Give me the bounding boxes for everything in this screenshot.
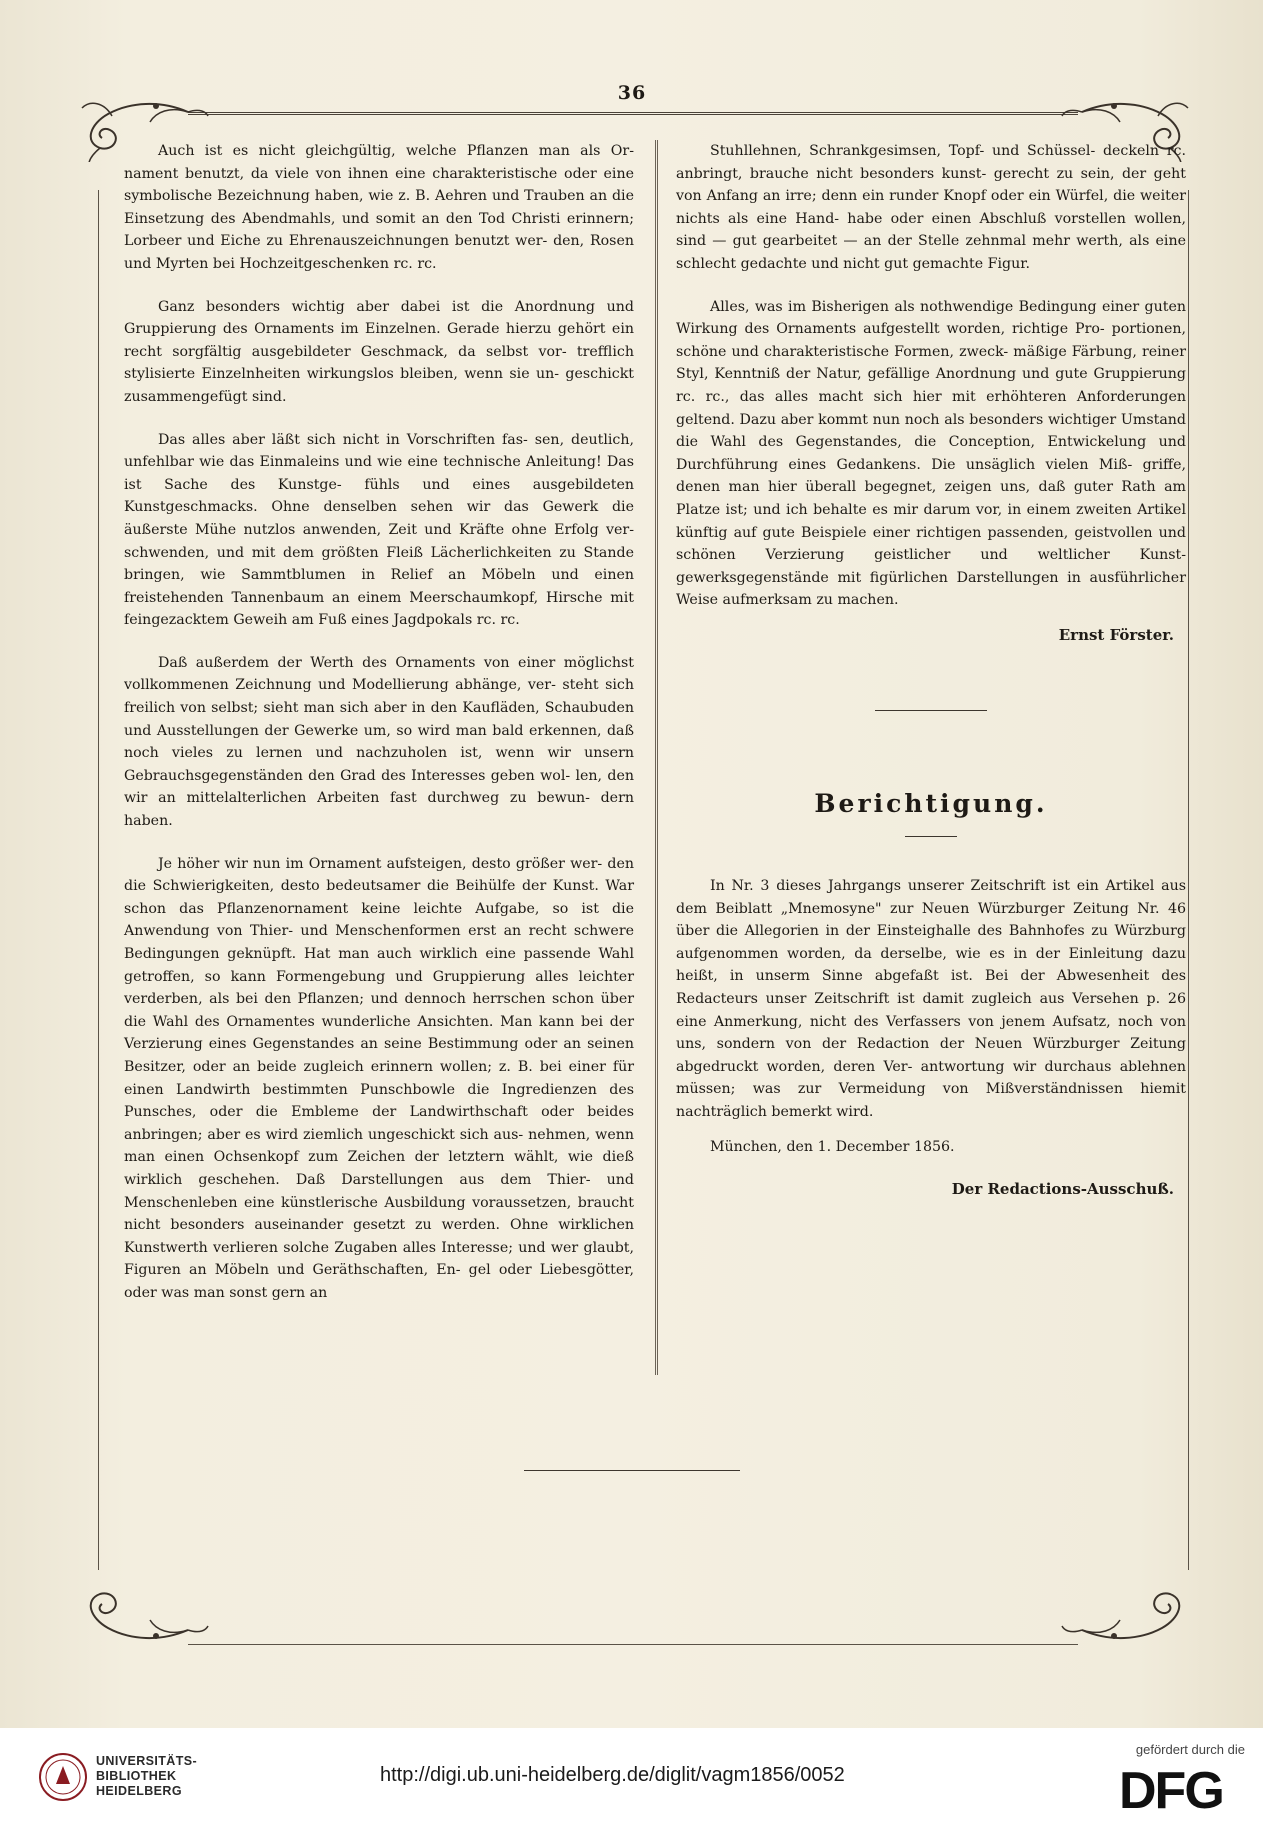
footer-bar — [0, 1728, 1263, 1823]
funding-label: gefördert durch die — [1135, 1742, 1245, 1757]
dfg-logo-icon — [1119, 1762, 1249, 1814]
committee-signature: Der Redactions-Ausschuß. — [951, 1180, 1174, 1199]
permalink-url[interactable]: http://digi.ub.uni-heidelberg.de/diglit/vagm1856/0052 — [380, 1764, 845, 1786]
paragraph: Ganz besonders wichtig aber dabei ist die Anordnung und Gruppierung des Ornaments im Einzelnen. Gerade hierzu gehört ein recht sorgfältig ausgebildeter Geschmack, da selbst vor- trefflich stylisierte Einzelnheiten wirkungslos bleiben, wenn sie un- geschickt zusammengefügt sind. — [124, 298, 634, 405]
section-divider — [875, 710, 987, 711]
dateline: München, den 1. December 1856. — [710, 1138, 955, 1155]
institution-name[interactable] — [96, 1754, 197, 1799]
paragraph: Auch ist es nicht gleichgültig, welche Pflanzen man als Or- nament benutzt, da viele von ihnen eine charakteristische oder eine symbolische Bezeichnung haben, wie z. B. Aehren und Trauben an die Einsetzung des Abendmahls, und somit an den Tod Christi erinnern; Lorbeer und Eiche zu Ehrenauszeichnungen benutzt wer- den, Rosen und Myrten bei Hochzeitgeschenken rc. rc. — [124, 143, 634, 272]
flourish-icon — [1060, 1580, 1210, 1670]
bottom-frame-rule — [188, 1644, 1078, 1645]
section-heading: Berichtigung. — [814, 789, 1048, 819]
institution-line: UNIVERSITÄTS- — [96, 1754, 198, 1768]
institution-line: BIBLIOTHEK — [96, 1769, 177, 1783]
right-frame-rule — [1188, 190, 1189, 1570]
paragraph: Stuhllehnen, Schrankgesimsen, Topf- und Schüssel- deckeln rc. anbringt, brauche nicht besonders kunst- gerecht zu sein, der geht von Anfang an irre; denn ein runder Knopf oder ein Würfel, die weiter nichts als eine Hand- habe oder einen Abschluß vorstellen wollen, sind — gut gearbeitet — an der Stelle zehnmal mehr werth, als eine schlecht gedachte und nicht gut gemachte Figur. — [676, 143, 1186, 272]
dfg-logo[interactable] — [1119, 1762, 1249, 1814]
paragraph: Daß außerdem der Werth des Ornaments von einer möglichst vollkommenen Zeichnung und Modellierung abhänge, ver- steht sich freilich von selbst; sieht man sich aber in den Kaufläden, Schaubuden und Ausstellungen der Gewerke um, so wird man bald erkennen, daß noch vieles zu lernen und nachzuholen ist, wenn wir unsern Gebrauchsgegenständen den Grad des Interesses geben wol- len, den wir an mittelalterlichen Arbeiten fast durchweg zu bewun- dern haben. — [124, 654, 634, 830]
left-frame-rule — [98, 190, 99, 1570]
institution-line: HEIDELBERG — [96, 1784, 182, 1798]
top-frame-rule — [188, 112, 1078, 115]
left-column — [124, 140, 634, 1325]
ornament-corner-bottom-right — [1060, 1580, 1210, 1670]
column-divider — [655, 140, 656, 1375]
notice-paragraph: In Nr. 3 dieses Jahrgangs unserer Zeitschrift ist ein Artikel aus dem Beiblatt „Mnemosyne" zur Neuen Würzburger Zeitung Nr. 46 über die Allegorien in der Einsteighalle des Bahnhofes zu Würzburg aufgenommen worden, da derselbe, wie es in der Einleitung dazu heißt, in unserm Sinne abgefaßt ist. Bei der Abwesenheit des Redacteurs unser Zeitschrift ist damit zugleich aus Versehen p. 26 eine Anmerkung, nicht des Verfassers von jenem Aufsatz, noch von uns, sondern von der Redaction der Neuen Würzburger Zeitung abgedruckt worden, deren Ver- antwortung wir durchaus ablehnen müssen; was zur Vermeidung von Mißverständnissen hiemit nachträglich bemerkt wird. — [676, 878, 1186, 1120]
ornament-corner-bottom-left — [60, 1580, 210, 1670]
paragraph: Das alles aber läßt sich nicht in Vorschriften fas- sen, deutlich, unfehlbar wie das Einmaleins und wie eine technische Anleitung! Das ist Sache des Kunstge- fühls und eines ausgebildeten Kunstgeschmacks. Ohne denselben sehen wir das Gewerk die äußerste Mühe nutzlos anwenden, Zeit und Kräfte ohne Erfolg ver- schwenden, und mit dem größten Fleiß Lächerlichkeiten zu Stande bringen, wie Sammtblumen in Relief an Möbeln und einen freistehenden Tannenbaum an einem Meerschaumkopf, Hirsche mit feingezacktem Geweih am Fuß eines Jagdpokals rc. rc. — [124, 431, 634, 629]
paragraph: Alles, was im Bisherigen als nothwendige Bedingung einer guten Wirkung des Ornaments aufgestellt worden, richtige Pro- portionen, schöne und charakteristische Formen, zweck- mäßige Färbung, reiner Styl, Kenntniß der Natur, gefällige Anordnung und gute Gruppierung rc. rc., das alles macht sich hier mit erhöhteren Anforderungen geltend. Dazu aber kommt nun noch als besonders wichtiger Umstand die Wahl des Gegenstandes, die Conception, Entwickelung und Durchführung eines Gedankens. Die unsäglich vielen Miß- griffe, denen man hier überall begegnet, zeigen uns, daß guter Rath am Platze ist; und ich behalte es mir darum vor, in einem zweiten Artikel künftig auf gute Beispiele einer richtigen passenden, geistvollen und schönen Verzierung geistlicher und weltlicher Kunst- gewerksgegenstände mit figürlichen Darstellungen in ausführlicher Weise aufmerksam zu machen. — [676, 298, 1186, 609]
heading-divider — [905, 836, 957, 837]
end-rule — [524, 1470, 740, 1471]
flourish-icon — [60, 1580, 210, 1670]
university-seal-icon — [38, 1752, 88, 1802]
dfg-logo-text: DFG — [1119, 1762, 1223, 1814]
right-column — [676, 140, 1186, 1201]
author-signature: Ernst Förster. — [1058, 625, 1174, 644]
page-number: 36 — [617, 82, 647, 104]
paragraph: Je höher wir nun im Ornament aufsteigen, desto größer wer- den die Schwierigkeiten, desto bedeutsamer die Beihülfe der Kunst. War schon das Pflanzenornament keine leichte Aufgabe, so ist die Anwendung von Thier- und Menschenformen erst an recht schwere Bedingungen geknüpft. Hat man auch wirklich eine passende Wahl getroffen, so kann Formengebung und Gruppierung alles leichter verderben, als bei den Pflanzen; und dennoch herrschen schon über die Wahl des Ornamentes wunderliche Ansichten. Man kann bei der Verzierung eines Gegenstandes an seine Bestimmung oder an seinen Besitzer, oder an beide zugleich erinnern wollen; z. B. bei einer für einen Landwirth bestimmten Punschbowle die Ingredienzen des Punsches, oder die Embleme der Landwirthschaft oder beides anbringen; aber es wird ziemlich ungeschickt sich aus- nehmen, wenn man einen Ochsenkopf zum Zeichen der letztern wählt, wie dieß wirklich geschehen. Daß Darstellungen aus dem Thier- und Menschenleben eine künstlerische Ausbildung voraussetzen, braucht nicht besonders auseinander gesetzt zu werden. Ohne wirklichen Kunstwerth verlieren solche Zugaben alles Interesse; und wer glaubt, Figuren an Möbeln und Geräthschaften, En- gel oder Liebesgötter, oder was man sonst gern an — [124, 855, 634, 1301]
column-divider — [657, 140, 658, 1375]
